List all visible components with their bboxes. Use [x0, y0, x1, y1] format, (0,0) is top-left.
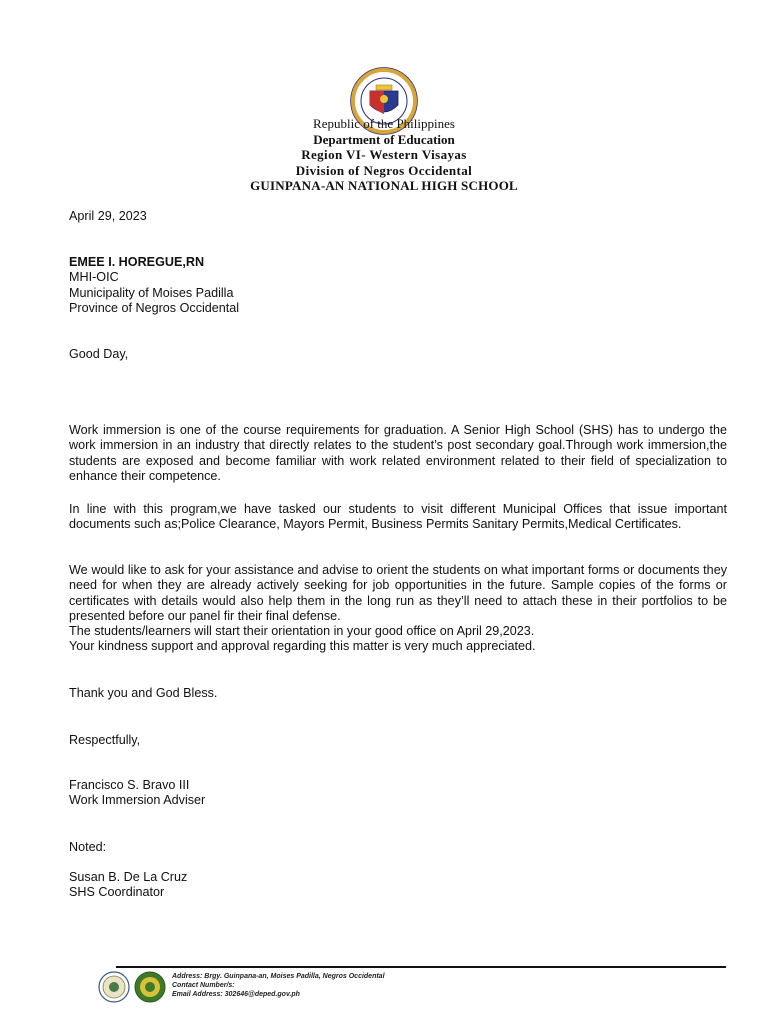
paragraph-3-block: [69, 563, 727, 655]
letter-date: April 29, 2023: [69, 209, 147, 223]
coordinator-name: Susan B. De La Cruz: [69, 870, 188, 884]
paragraph-3: We would like to ask for your assistance and advise to orient the students on what important forms or documents they need for when they are already actively seeking for job opportunities in the future. Sample copies of the forms or certificates with details would also help them in the long run as they’ll need to attach these in their portfolios to be presented before our panel fir their final defense.: [69, 563, 727, 623]
adviser-name: Francisco S. Bravo III: [69, 778, 190, 792]
footer-contact: Contact Number/s:: [172, 982, 235, 989]
letterhead-division: Division of Negros Occidental: [295, 162, 473, 178]
noted-label: Noted:: [69, 840, 107, 854]
recipient-block: [69, 255, 727, 316]
footer-divider: [116, 966, 726, 968]
paragraph-2: In line with this program,we have tasked our students to visit different Municipal Offices that issue important documents such as;Police Clearance, Mayors Permit, Business Permits Sanitary Permits,Medical Certificates.: [69, 502, 727, 532]
gear-seal-logo: [134, 970, 166, 1004]
letterhead: [0, 116, 768, 194]
recipient-name: EMEE I. HOREGUE,RN: [69, 255, 205, 269]
recipient-municipality: Municipality of Moises Padilla: [69, 285, 234, 300]
letterhead-school: GUINPANA-AN NATIONAL HIGH SCHOOL: [250, 178, 518, 193]
closing: Thank you and God Bless.: [69, 686, 218, 700]
paragraph-1: Work immersion is one of the course requirements for graduation. A Senior High School (SHS) has to undergo the work immersion in an industry that directly relates to the student’s post secondary goal.Through work immersion,the students are exposed and become familiar with work related environment related to their field of specialization to enhance their competence.: [69, 423, 727, 483]
recipient-province: Province of Negros Occidental: [69, 300, 240, 315]
paragraph-3-orientation: The students/learners will start their orientation in your good office on April 29,2023.: [69, 624, 535, 639]
coordinator-title: SHS Coordinator: [69, 885, 165, 900]
footer-address: Address: Brgy. Guinpana-an, Moises Padilla, Negros Occidental: [172, 973, 385, 980]
signoff: Respectfully,: [69, 733, 141, 747]
school-seal-logo: [98, 970, 130, 1004]
signatory-coordinator: [69, 870, 727, 901]
footer-contact-info: [172, 972, 385, 999]
recipient-title: MHI-OIC: [69, 270, 119, 285]
greeting: Good Day,: [69, 347, 129, 361]
letterhead-region: Region VI- Western Visayas: [301, 147, 467, 162]
footer-email: Email Address: 302646@deped.gov.ph: [172, 991, 300, 998]
adviser-title: Work Immersion Adviser: [69, 793, 206, 808]
paragraph-3-appreciation: Your kindness support and approval regarding this matter is very much appreciated.: [69, 639, 536, 654]
letterhead-department: Department of Education: [313, 131, 455, 147]
signatory-adviser: [69, 778, 727, 809]
letterhead-republic: Republic of the Philippines: [313, 116, 455, 131]
